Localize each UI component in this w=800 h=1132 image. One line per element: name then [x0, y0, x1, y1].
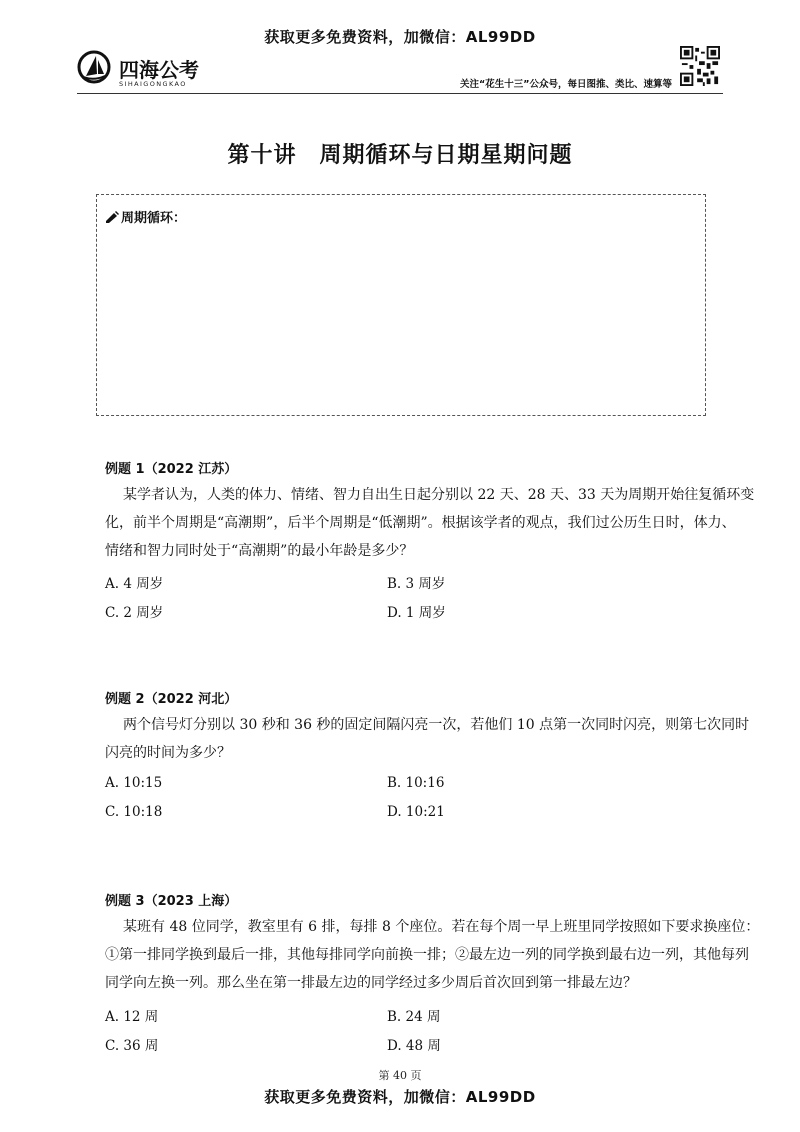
question-line: 情绪和智力同时处于“高潮期”的最小年龄是多少？: [105, 543, 414, 559]
question-line: ①第一排同学换到最后一排，其他每排同学向前换一排；②最左边一列的同学换到最右边一列，其他每列: [105, 947, 749, 963]
question-line: 某学者认为，人类的体力、情绪、智力自出生日起分别以 22 天、28 天、33 天为周期开始往复循环变: [123, 487, 755, 503]
bottom-promo-banner: 获取更多免费资料，加微信：AL99DD: [264, 1088, 536, 1106]
brand-logo: [77, 50, 227, 94]
example-title: 例题 3（2023 上海）: [105, 894, 238, 909]
page-title: 第十讲 周期循环与日期星期问题: [227, 143, 573, 168]
option-a: A. 12 周: [105, 1009, 159, 1025]
option-b: B. 3 周岁: [387, 576, 446, 592]
question-line: 同学向左换一列。那么坐在第一排最左边的同学经过多少周后首次回到第一排最左边？: [105, 975, 637, 991]
option-d: D. 48 周: [387, 1038, 441, 1054]
option-d: D. 1 周岁: [387, 605, 446, 621]
example-title: 例题 2（2022 河北）: [105, 692, 238, 707]
follow-notice: 关注“花生十三”公众号，每日图推、类比、速算等: [460, 79, 672, 90]
option-c: C. 36 周: [105, 1038, 159, 1054]
option-c: C. 10:18: [105, 804, 163, 820]
logo-text: 四海公考: [119, 58, 199, 82]
question-line: 两个信号灯分别以 30 秒和 36 秒的固定间隔闪亮一次，若他们 10 点第一次同时闪亮，则第七次同时: [123, 717, 750, 733]
option-a: A. 4 周岁: [105, 576, 164, 592]
question-line: 化，前半个周期是“高潮期”，后半个周期是“低潮期”。根据该学者的观点，我们过公历生日时，体力、: [105, 515, 736, 531]
pencil-icon: [105, 211, 119, 223]
qr-code-icon: [680, 46, 720, 86]
notes-label-text: 周期循环：: [121, 211, 187, 226]
option-b: B. 24 周: [387, 1009, 441, 1025]
page-number: 第 40 页: [378, 1069, 422, 1082]
logo-sail-icon: [77, 50, 111, 84]
notes-box: [96, 194, 706, 416]
question-line: 闪亮的时间为多少？: [105, 745, 231, 761]
option-b: B. 10:16: [387, 775, 445, 791]
top-promo-banner: 获取更多免费资料，加微信：AL99DD: [264, 28, 536, 46]
option-d: D. 10:21: [387, 804, 445, 820]
question-line: 某班有 48 位同学，教室里有 6 排，每排 8 个座位。若在每个周一早上班里同学按照如下要求换座位：: [123, 919, 760, 935]
option-c: C. 2 周岁: [105, 605, 164, 621]
example-title: 例题 1（2022 江苏）: [105, 462, 238, 477]
notes-label: [105, 207, 186, 226]
option-a: A. 10:15: [105, 775, 163, 791]
header-divider: [77, 93, 723, 94]
logo-subtext: SIHAIGONGKAO: [119, 80, 187, 88]
